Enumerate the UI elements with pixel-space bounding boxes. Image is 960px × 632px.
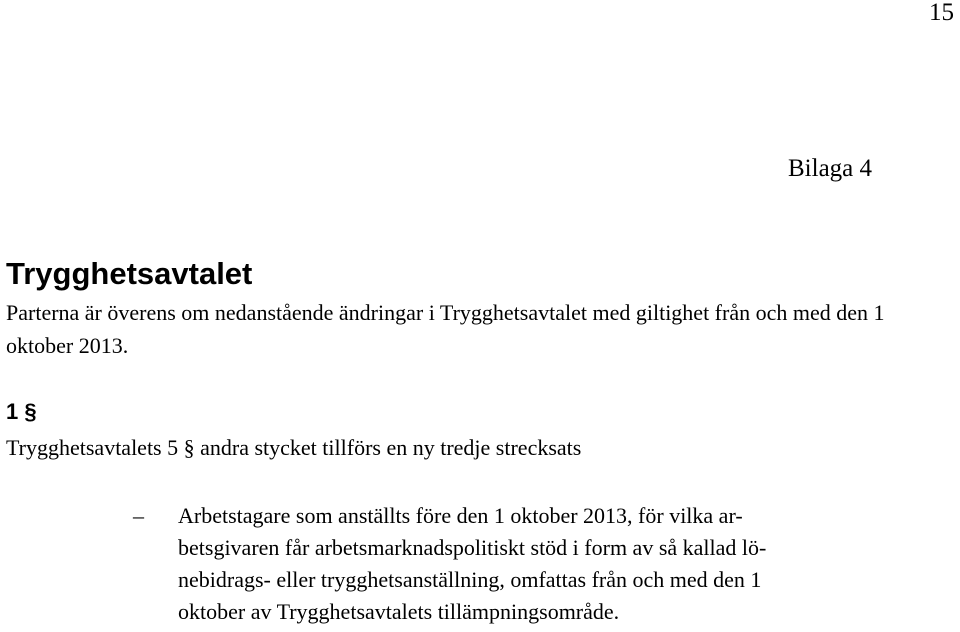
bullet-dash: – bbox=[133, 503, 144, 528]
intro-paragraph: Parterna är överens om nedanstående ändringar i Trygghetsavtalet med giltighet från och med den 1 oktober 2013. bbox=[6, 300, 885, 358]
appendix-label: Bilaga 4 bbox=[788, 155, 873, 182]
page-number: 15 bbox=[929, 0, 954, 26]
section-heading: 1 § bbox=[6, 399, 37, 424]
bullet-text: Arbetstagare som anställts före den 1 oktober 2013, för vilka ar- betsgivaren får arbetsmarknadspolitiskt stöd i form av så kallad lö- nebidrags- eller trygghetsanställning, omfattas från och med den 1 oktober av Trygghetsavtalets tillämpningsområde. bbox=[178, 503, 767, 624]
section-text: Trygghetsavtalets 5 § andra stycket tillförs en ny tredje strecksats bbox=[6, 435, 582, 460]
document-title: Trygghetsavtalet bbox=[6, 256, 253, 291]
